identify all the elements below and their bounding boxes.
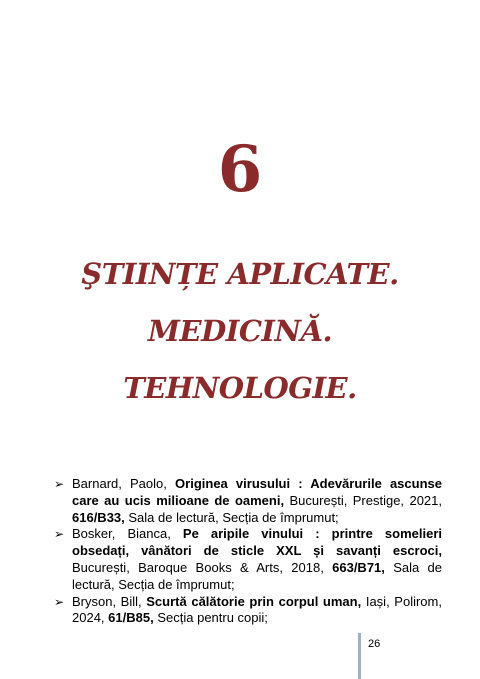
bibliography-entry [54,526,442,593]
entry-publication: București, Prestige, 2021, [289,492,442,508]
chapter-title-line: MEDICINĂ. [147,314,333,348]
chapter-title [0,246,480,417]
arrow-bullet-icon: ➢ [54,594,65,609]
entry-call-number: 61/B85, [108,610,154,626]
entry-author: Barnard, Paolo, [72,476,167,491]
entry-location: Sala de lectură, Secția de împrumut; [128,509,339,525]
chapter-title-line: ŞTIINȚE APLICATE. [81,257,399,291]
arrow-bullet-icon: ➢ [54,527,65,542]
entry-location: Sala de lectură, Secția de împrumut; [72,559,442,592]
entry-call-number: 663/B71, [332,559,385,575]
footer-divider [358,633,361,679]
entry-title: Originea virusului : Adevărurile ascunse care au ucis milioane de oameni, [72,476,442,508]
entry-title: Pe aripile vinului : printre somelieri obsedați, vânători de sticle XXL și savanți escroci, [72,526,443,559]
entry-publication: București, Baroque Books & Arts, 2018, [72,559,324,575]
entry-author: Bosker, Bianca, [72,526,171,542]
entry-author: Bryson, Bill, [72,593,142,609]
entry-publication: Iași, Polirom, 2024, [72,593,442,626]
entry-call-number: 616/B33, [72,509,125,525]
entry-location: Secția pentru copii; [157,610,268,626]
bibliography-entry [54,594,442,628]
entry-title: Scurtă călătorie prin corpul uman, [146,593,362,609]
chapter-title-line: TEHNOLOGIE. [123,371,357,405]
page-number: 26 [368,638,381,650]
chapter-number: 6 [217,132,263,207]
bibliography-entry [54,476,442,526]
arrow-bullet-icon: ➢ [54,477,65,491]
bibliography-list [54,476,442,627]
